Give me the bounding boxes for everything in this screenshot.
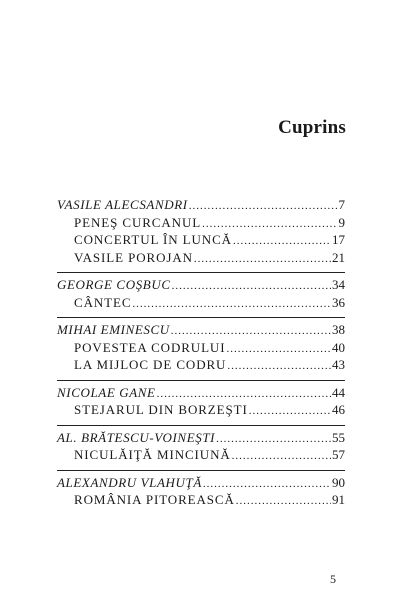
dot-leader: [216, 431, 331, 448]
author-name: VASILE ALECSANDRI: [57, 197, 188, 212]
toc-author-entry[interactable]: [57, 197, 345, 215]
author-name: ALEXANDRU VLAHUŢĂ: [57, 474, 202, 490]
page-ref: 21: [332, 249, 345, 265]
toc-work-entry[interactable]: [57, 357, 345, 375]
dot-leader: [172, 278, 331, 295]
page-ref: 38: [332, 322, 345, 337]
work-title: ROMÂNIA PITOREASCĂ: [74, 492, 235, 507]
toc-work-entry[interactable]: [57, 447, 345, 465]
page-ref: 9: [338, 214, 345, 230]
dot-leader: [232, 448, 331, 465]
page-ref: 55: [332, 429, 345, 445]
page-ref: 57: [332, 447, 345, 462]
toc-work-entry[interactable]: [57, 402, 345, 420]
dot-leader: [233, 233, 331, 250]
page-ref: 44: [332, 384, 345, 400]
dot-leader: [157, 386, 331, 403]
page-ref: 7: [338, 197, 345, 212]
dot-leader: [227, 358, 331, 375]
page-title: Cuprins: [278, 117, 346, 138]
dot-leader: [203, 476, 331, 493]
toc-section: [57, 318, 345, 381]
page-ref: 91: [332, 492, 345, 507]
toc-section: [57, 273, 345, 318]
toc-section: [57, 471, 345, 515]
toc-section: [57, 426, 345, 471]
toc-section: [57, 193, 345, 273]
toc-author-entry[interactable]: [57, 430, 345, 448]
dot-leader: [132, 296, 331, 313]
toc-work-entry[interactable]: [57, 295, 345, 313]
dot-leader: [171, 323, 331, 340]
work-title: VASILE POROJAN: [74, 249, 193, 265]
work-title: STEJARUL DIN BORZEŞTI: [74, 402, 248, 417]
toc-work-entry[interactable]: [57, 215, 345, 233]
dot-leader: [189, 198, 338, 215]
work-title: CONCERTUL ÎN LUNCĂ: [74, 232, 232, 247]
dot-leader: [236, 493, 331, 510]
page-ref: 34: [332, 277, 345, 292]
author-name: GEORGE COŞBUC: [57, 277, 171, 292]
dot-leader: [226, 341, 331, 358]
toc-author-entry[interactable]: [57, 385, 345, 403]
work-title: CÂNTEC: [74, 294, 132, 310]
author-name: MIHAI EMINESCU: [57, 322, 170, 337]
dot-leader: [249, 403, 331, 420]
toc-work-entry[interactable]: [57, 492, 345, 510]
dot-leader: [202, 216, 337, 233]
dot-leader: [194, 251, 331, 268]
page-ref: 17: [332, 232, 345, 247]
toc-work-entry[interactable]: [57, 340, 345, 358]
toc-section: [57, 381, 345, 426]
author-name: NICOLAE GANE: [57, 384, 156, 400]
toc-author-entry[interactable]: [57, 277, 345, 295]
toc-author-entry[interactable]: [57, 322, 345, 340]
page-number: 5: [330, 572, 336, 586]
work-title: POVESTEA CODRULUI: [74, 339, 226, 355]
page-ref: 43: [332, 357, 345, 372]
work-title: LA MIJLOC DE CODRU: [74, 357, 227, 372]
page-ref: 46: [332, 402, 345, 417]
toc-author-entry[interactable]: [57, 475, 345, 493]
work-title: NICULĂIŢĂ MINCIUNĂ: [74, 447, 231, 462]
toc-work-entry[interactable]: [57, 232, 345, 250]
author-name: AL. BRĂTESCU-VOINEŞTI: [57, 429, 216, 445]
page-ref: 40: [332, 339, 345, 355]
page-ref: 36: [332, 294, 345, 310]
toc-work-entry[interactable]: [57, 250, 345, 268]
table-of-contents: [57, 193, 345, 515]
work-title: PENEŞ CURCANUL: [74, 214, 202, 230]
page-ref: 90: [332, 474, 345, 490]
